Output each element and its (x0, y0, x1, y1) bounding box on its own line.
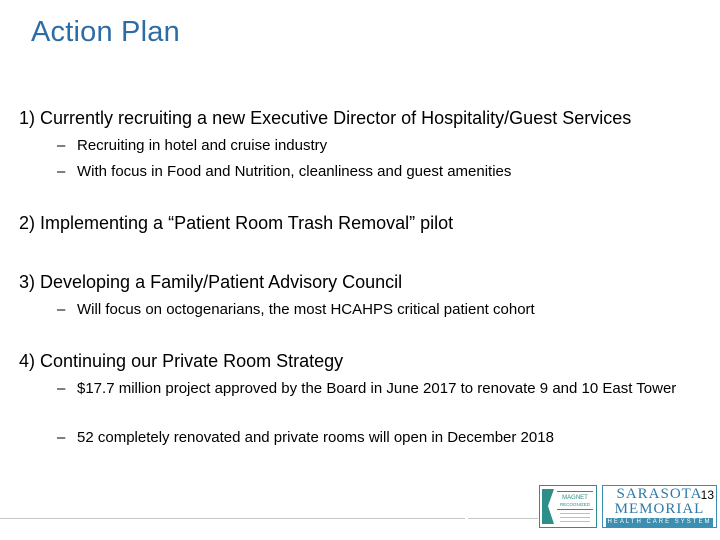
action-item-4-sub-1 (57, 380, 717, 397)
dash-bullet: – (57, 163, 66, 180)
magnet-recognized-logo (539, 485, 597, 528)
footer-logos (539, 485, 719, 529)
magnet-line-2: RECOGNIZED (559, 502, 591, 507)
action-item-4: 4) Continuing our Private Room Strategy (19, 351, 344, 371)
dash-bullet: – (57, 137, 66, 154)
action-item-3-sub-1 (57, 301, 717, 318)
action-item-2: 2) Implementing a “Patient Room Trash Removal” pilot (19, 213, 454, 233)
footer-divider-left (0, 518, 465, 519)
dash-bullet: – (57, 301, 66, 318)
sub-item-text: Recruiting in hotel and cruise industry (77, 137, 328, 154)
dash-bullet: – (57, 380, 66, 397)
sub-item-text: $17.7 million project approved by the Board in June 2017 to renovate 9 and 10 East Tower (77, 380, 677, 397)
logo-line-3: HEALTH CARE SYSTEM (607, 519, 712, 525)
action-item-3: 3) Developing a Family/Patient Advisory Council (19, 272, 403, 292)
page-number: 13 (700, 488, 714, 502)
sub-item-text: With focus in Food and Nutrition, cleanliness and guest amenities (77, 163, 512, 180)
logo-line-1: SARASOTA (616, 486, 703, 502)
action-item-1-sub-1 (57, 137, 717, 154)
action-item-1: 1) Currently recruiting a new Executive Director of Hospitality/Guest Services (19, 108, 632, 128)
footer-divider-right (468, 518, 538, 519)
action-item-4-sub-2 (57, 429, 717, 446)
sub-item-text: 52 completely renovated and private rooms will open in December 2018 (77, 429, 554, 446)
sub-item-text: Will focus on octogenarians, the most HCAHPS critical patient cohort (77, 301, 535, 318)
slide-title: Action Plan (31, 16, 180, 48)
logo-line-2: MEMORIAL (614, 501, 705, 517)
magnet-badge-icon (540, 486, 596, 527)
action-item-1-sub-2 (57, 163, 717, 180)
magnet-line-1: MAGNET (562, 495, 588, 501)
dash-bullet: – (57, 429, 66, 446)
